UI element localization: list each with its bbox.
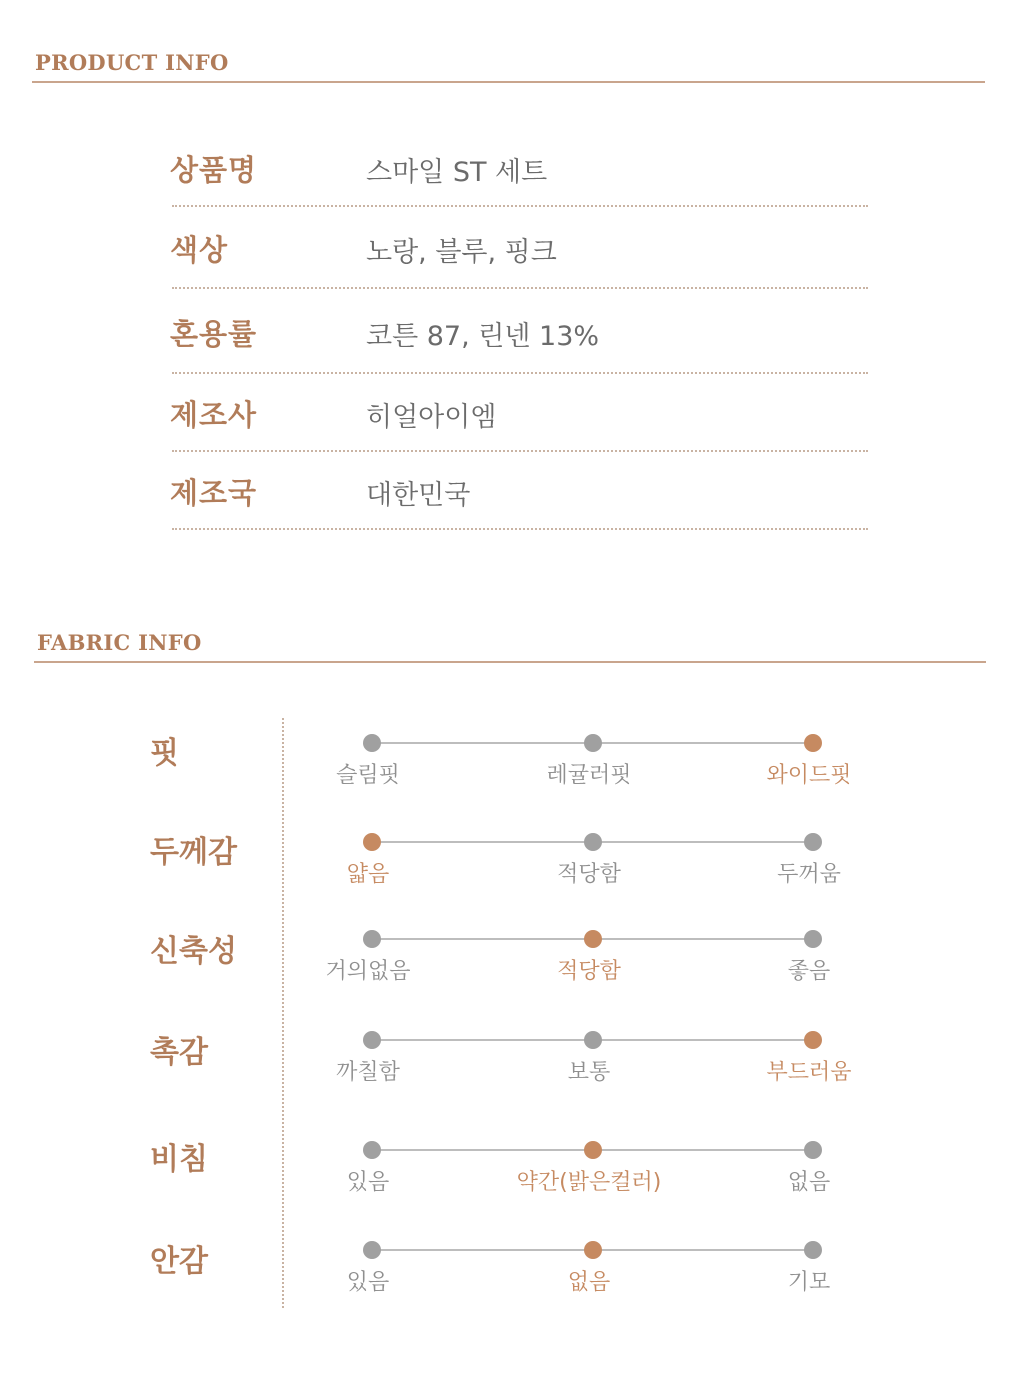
- fabric-option: 레귤러핏: [546, 763, 632, 788]
- fabric-option: 기모: [787, 1270, 831, 1295]
- fabric-scale-dot: [804, 930, 822, 948]
- fabric-option: 있음: [346, 1270, 390, 1295]
- fabric-option: 보통: [567, 1060, 611, 1085]
- info-value: 노랑, 블루, 핑크: [366, 237, 557, 268]
- fabric-option-selected: 적당함: [557, 959, 621, 984]
- fabric-scale-dot: [584, 1031, 602, 1049]
- fabric-row-label: 핏: [150, 736, 179, 771]
- fabric-option-selected: 약간(밝은컬러): [516, 1170, 662, 1195]
- fabric-option: 거의없음: [325, 959, 411, 984]
- info-label: 제조사: [170, 398, 258, 432]
- fabric-scale-dot-selected: [804, 734, 822, 752]
- fabric-scale-dot: [584, 833, 602, 851]
- fabric-info-rule: [34, 661, 986, 663]
- info-divider: [172, 205, 868, 207]
- fabric-scale-dot: [363, 1031, 381, 1049]
- fabric-option: 좋음: [787, 959, 831, 984]
- fabric-scale-dot: [804, 1241, 822, 1259]
- fabric-scale-dot-selected: [584, 1241, 602, 1259]
- fabric-scale-dot: [363, 1241, 381, 1259]
- info-divider: [172, 528, 868, 530]
- info-label: 혼용률: [170, 317, 258, 351]
- fabric-row-label: 비침: [150, 1142, 208, 1177]
- fabric-row-label: 두께감: [150, 835, 237, 870]
- fabric-option: 까칠함: [336, 1060, 400, 1085]
- info-label: 색상: [170, 233, 229, 267]
- info-value: 스마일 ST 세트: [366, 157, 548, 188]
- fabric-scale-dot-selected: [584, 1141, 602, 1159]
- fabric-scale-dot: [584, 734, 602, 752]
- product-info-rule: [32, 81, 985, 83]
- fabric-vertical-divider: [282, 718, 284, 1308]
- fabric-scale-dot-selected: [363, 833, 381, 851]
- fabric-scale-dot: [804, 1141, 822, 1159]
- fabric-option-selected: 부드러움: [766, 1060, 852, 1085]
- fabric-info-title: FABRIC INFO: [37, 630, 202, 655]
- info-label: 제조국: [170, 476, 258, 510]
- fabric-row-label: 안감: [150, 1244, 208, 1279]
- fabric-option: 있음: [346, 1170, 390, 1195]
- fabric-option: 슬림핏: [336, 763, 400, 788]
- info-value: 히얼아이엠: [366, 402, 497, 433]
- fabric-row-label: 신축성: [150, 934, 237, 969]
- fabric-scale-dot: [363, 734, 381, 752]
- fabric-option-selected: 없음: [567, 1270, 611, 1295]
- info-value: 코튼 87, 린넨 13%: [366, 321, 600, 352]
- info-divider: [172, 372, 868, 374]
- fabric-scale-dot: [363, 1141, 381, 1159]
- info-divider: [172, 450, 868, 452]
- fabric-scale-dot: [363, 930, 381, 948]
- fabric-scale-dot: [804, 833, 822, 851]
- product-info-title: PRODUCT INFO: [35, 50, 229, 75]
- info-divider: [172, 287, 868, 289]
- info-value: 대한민국: [366, 480, 471, 511]
- fabric-option-selected: 와이드핏: [766, 763, 852, 788]
- fabric-scale-dot-selected: [804, 1031, 822, 1049]
- fabric-option: 없음: [787, 1170, 831, 1195]
- fabric-row-label: 촉감: [150, 1035, 208, 1070]
- fabric-option-selected: 얇음: [346, 862, 390, 887]
- fabric-option: 적당함: [557, 862, 621, 887]
- fabric-scale-dot-selected: [584, 930, 602, 948]
- info-label: 상품명: [170, 153, 258, 187]
- fabric-option: 두꺼움: [777, 862, 841, 887]
